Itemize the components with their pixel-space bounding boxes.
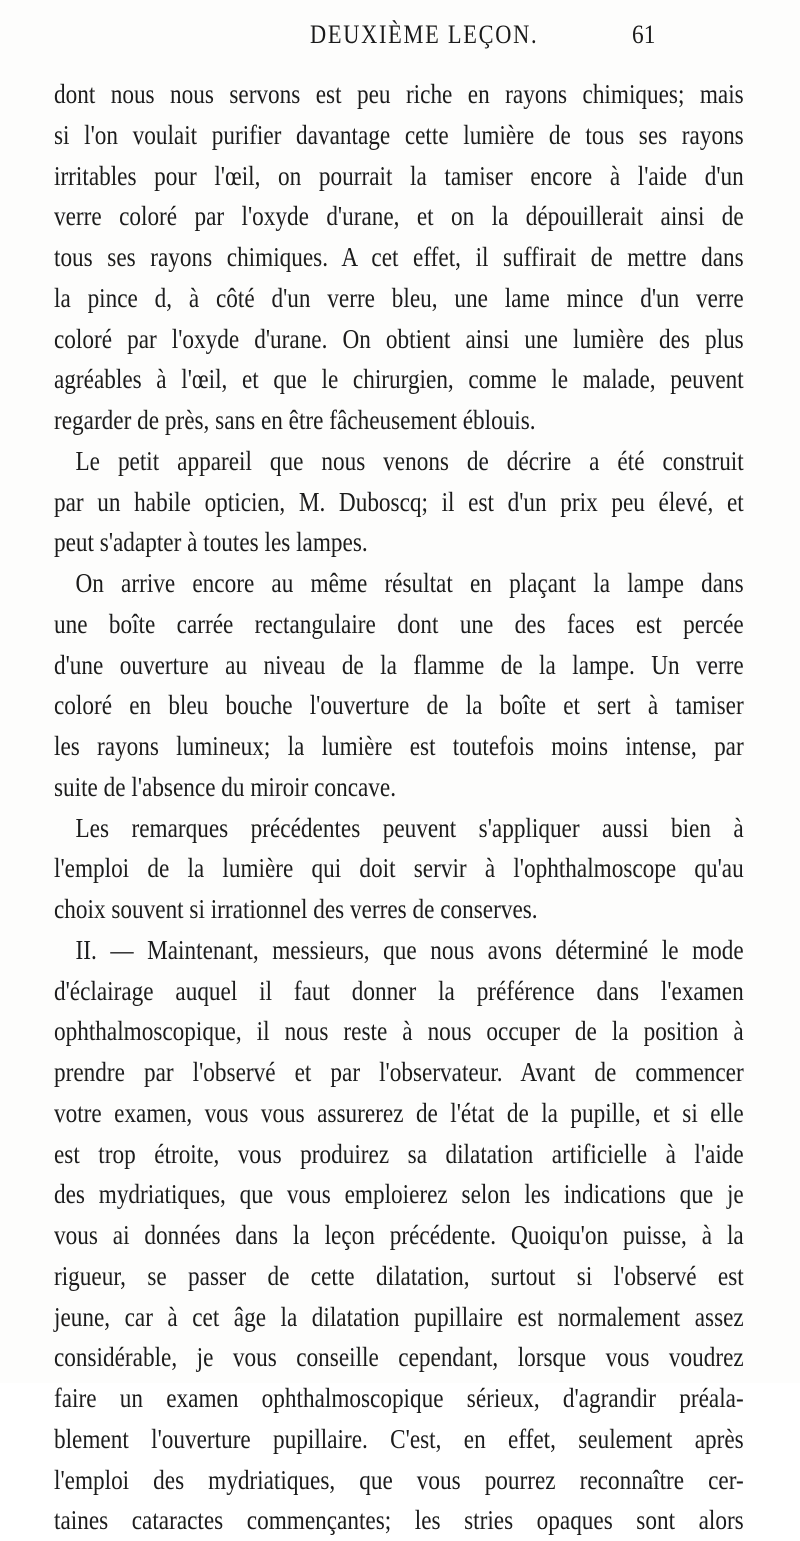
text-line: suite de l'absence du miroir concave.	[54, 771, 397, 802]
text-line: dont nous nous servons est peu riche en rayons chimiques; mais	[54, 79, 744, 109]
text-line: par un habile opticien, M. Duboscq; il est d'un prix peu élevé, et	[54, 486, 744, 517]
text-line: les rayons lumineux; la lumière est toutefois moins intense, par	[54, 731, 744, 761]
text-line: Le petit appareil que nous venons de décrire a été construit	[75, 445, 744, 476]
running-title: DEUXIÈME LEÇON.	[310, 20, 539, 49]
text-line: est trop étroite, vous produirez sa dilatation artificielle à l'aide	[54, 1138, 744, 1169]
text-line: vous ai données dans la leçon précédente. Quoiqu'on puisse, à la	[54, 1220, 744, 1250]
text-line: une boîte carrée rectangulaire dont une des faces est percée	[54, 608, 744, 639]
text-line: d'une ouverture au niveau de la flamme de la lampe. Un verre	[54, 649, 744, 680]
text-line: Les remarques précédentes peuvent s'appliquer aussi bien à	[75, 812, 744, 843]
text-line: l'emploi de la lumière qui doit servir à l'ophthalmoscope qu'au	[54, 853, 744, 884]
text-line: des mydriatiques, que vous emploierez selon les indications que je	[54, 1179, 744, 1210]
text-line: On arrive encore au même résultat en plaçant la lampe dans	[75, 568, 744, 598]
text-line: d'éclairage auquel il faut donner la préférence dans l'examen	[54, 975, 744, 1006]
body-text	[54, 74, 744, 1541]
text-line: agréables à l'œil, et que le chirurgien, comme le malade, peuvent	[54, 364, 744, 395]
page-header	[0, 18, 800, 58]
text-line: rigueur, se passer de cette dilatation, surtout si l'observé est	[54, 1260, 744, 1291]
text-line: si l'on voulait purifier davantage cette lumière de tous ses rayons	[54, 119, 744, 150]
text-line: regarder de près, sans en être fâcheusement éblouis.	[54, 405, 536, 435]
text-line: prendre par l'observé et par l'observateur. Avant de commencer	[54, 1057, 744, 1087]
text-line: tous ses rayons chimiques. A cet effet, il suffirait de mettre dans	[54, 242, 744, 272]
text-line: ophthalmoscopique, il nous reste à nous occuper de la position à	[54, 1016, 744, 1047]
text-line: coloré par l'oxyde d'urane. On obtient ainsi une lumière des plus	[54, 323, 744, 354]
page-number: 61	[632, 20, 656, 49]
text-line: choix souvent si irrationnel des verres de conserves.	[54, 894, 538, 924]
text-line: votre examen, vous vous assurerez de l'état de la pupille, et si elle	[54, 1097, 744, 1128]
text-line: jeune, car à cet âge la dilatation pupillaire est normalement assez	[54, 1301, 744, 1332]
text-line: taines cataractes commençantes; les stries opaques sont alors	[54, 1505, 744, 1536]
text-line: peut s'adapter à toutes les lampes.	[54, 527, 368, 558]
text-line: blement l'ouverture pupillaire. C'est, en effet, seulement après	[54, 1423, 744, 1454]
text-line: II. — Maintenant, messieurs, que nous avons déterminé le mode	[75, 934, 744, 965]
text-line: verre coloré par l'oxyde d'urane, et on la dépouillerait ainsi de	[54, 201, 744, 232]
text-line: faire un examen ophthalmoscopique sérieux, d'agrandir préala-	[54, 1383, 744, 1413]
text-line: irritables pour l'œil, on pourrait la tamiser encore à l'aide d'un	[54, 160, 744, 191]
text-line: l'emploi des mydriatiques, que vous pourrez reconnaître cer-	[54, 1464, 744, 1495]
text-line: coloré en bleu bouche l'ouverture de la boîte et sert à tamiser	[54, 690, 744, 721]
text-line: la pince d, à côté d'un verre bleu, une lame mince d'un verre	[54, 282, 744, 313]
text-line: considérable, je vous conseille cependant, lorsque vous voudrez	[54, 1342, 744, 1373]
